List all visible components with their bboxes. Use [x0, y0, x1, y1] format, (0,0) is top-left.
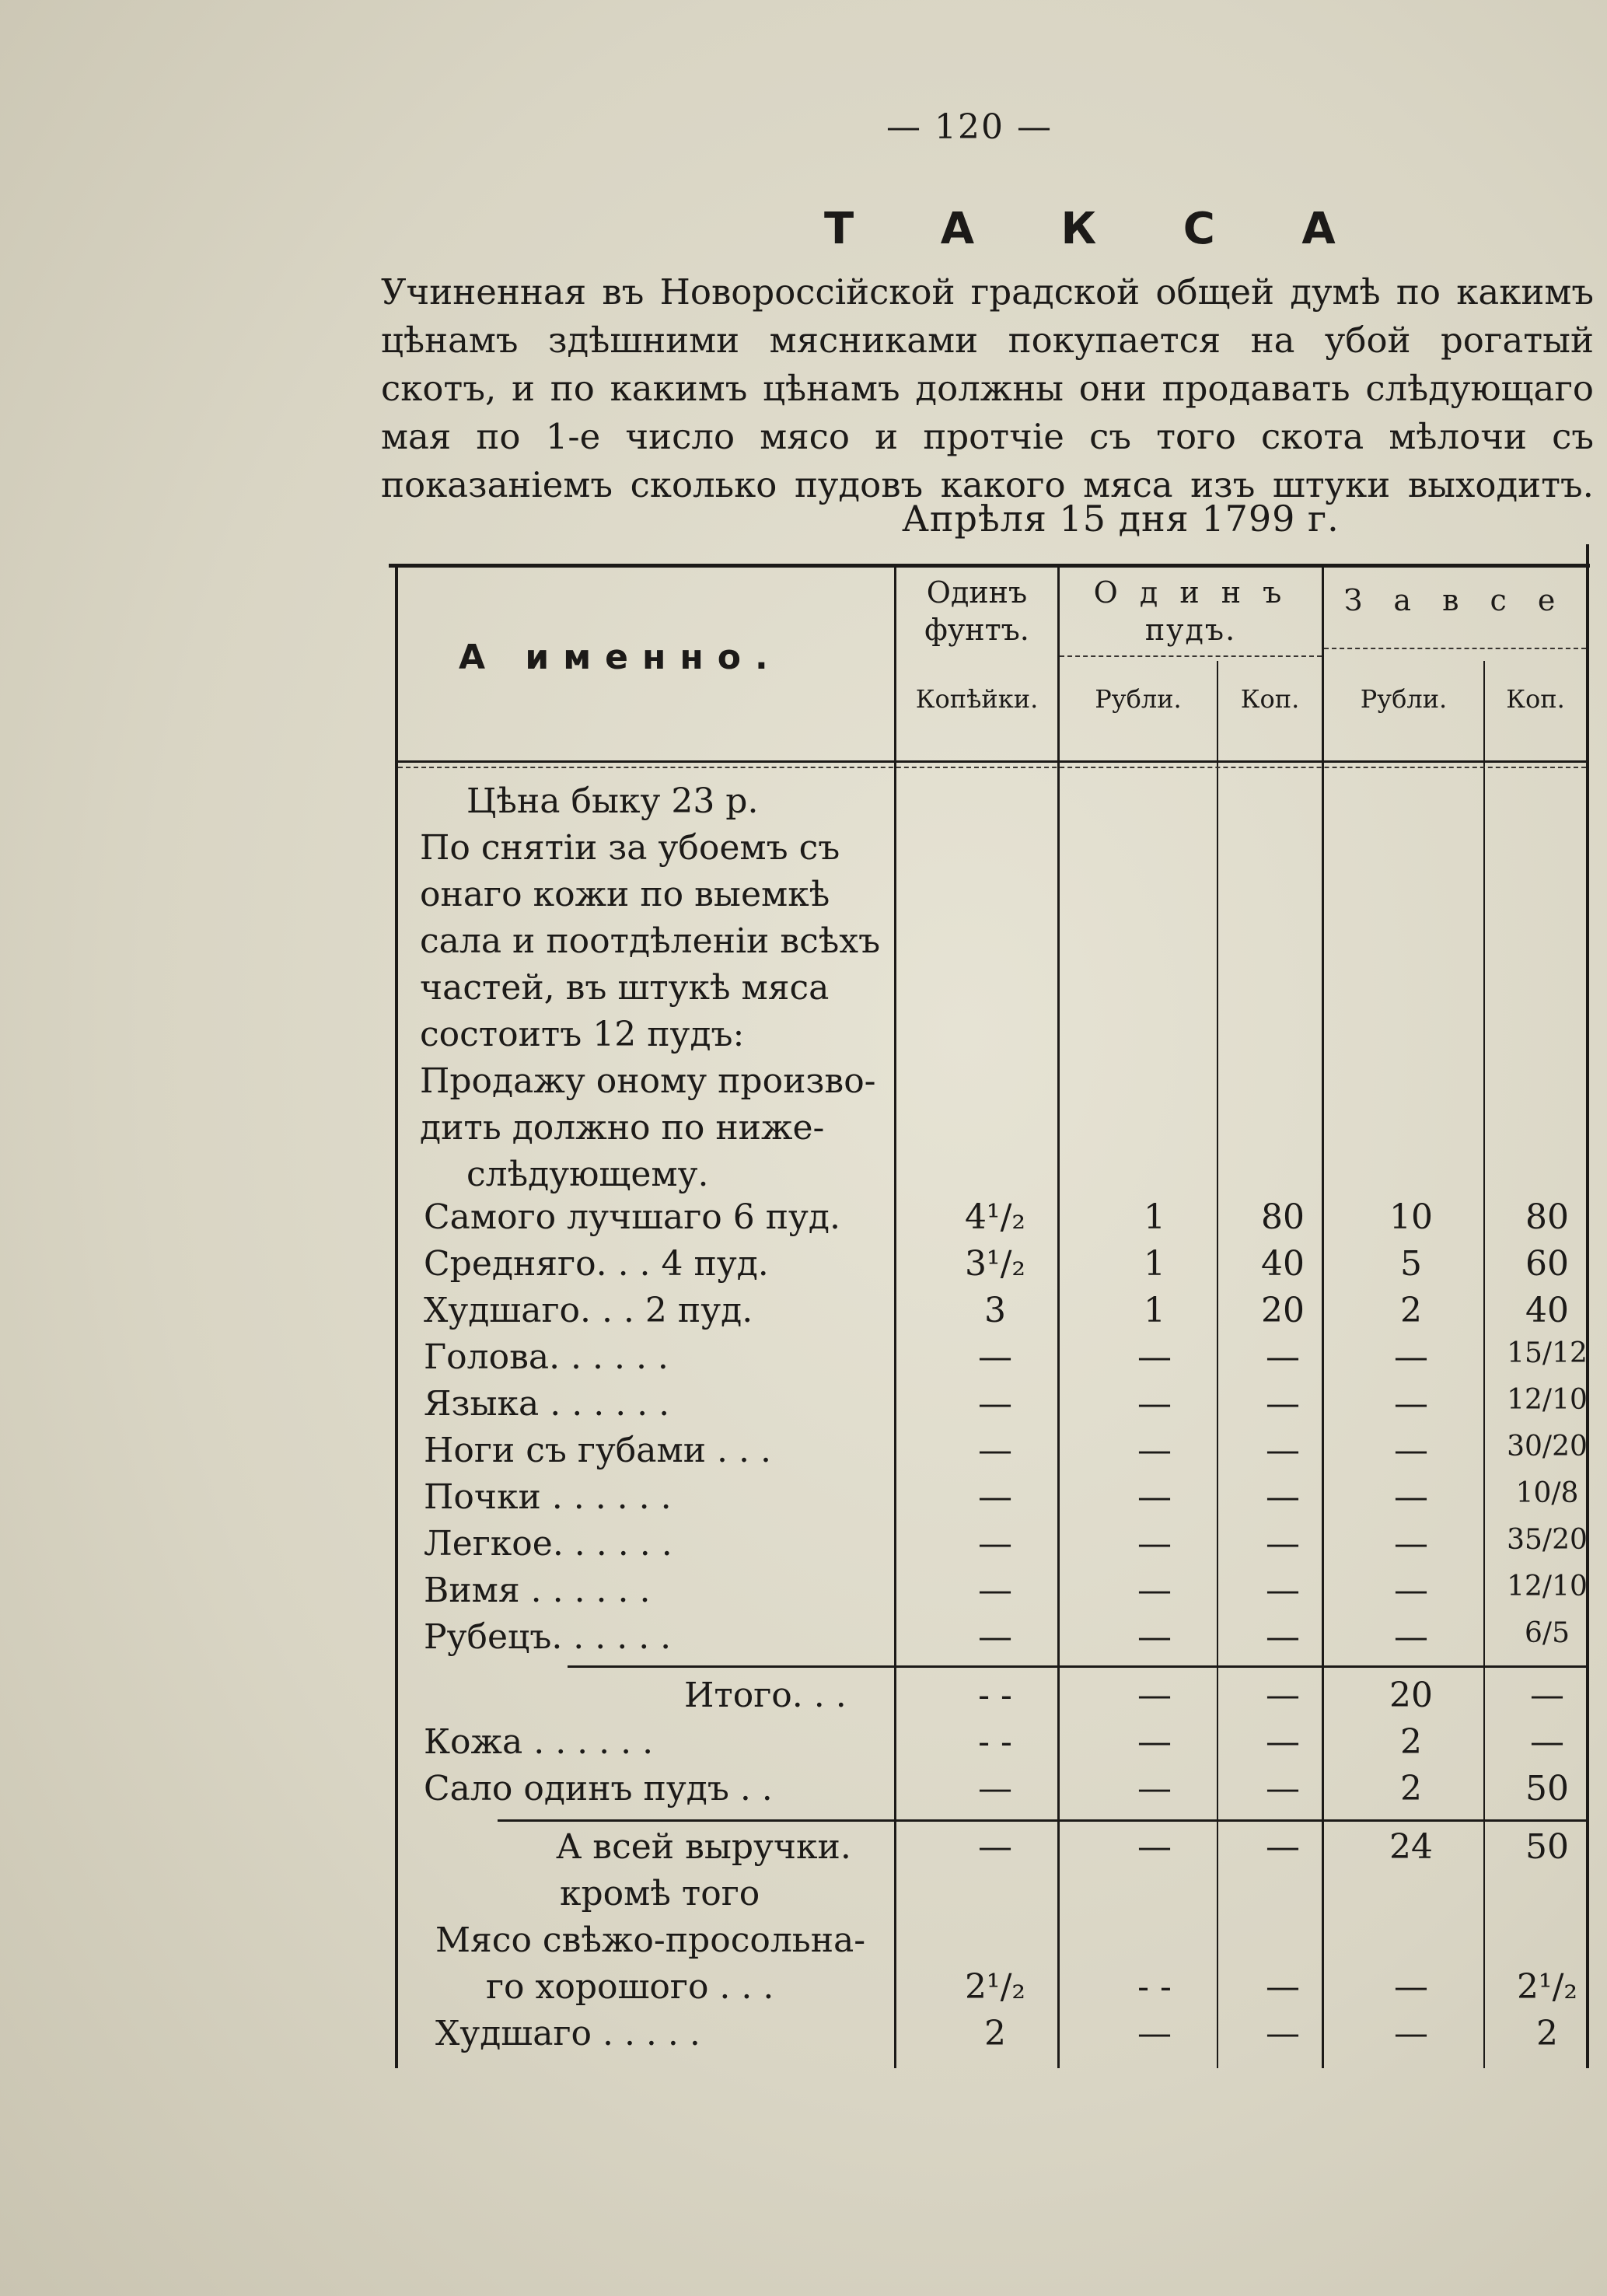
table-row	[0, 1384, 1607, 1431]
cell-kop: 40	[1261, 1244, 1305, 1284]
grand-total-label: А всей выручки.	[556, 1827, 851, 1867]
table-row	[0, 1291, 1607, 1337]
cell-all-kop: 6/5	[1525, 1617, 1570, 1649]
cell-funt: —	[978, 1524, 1012, 1564]
cell-all-kop: 30/20	[1507, 1431, 1588, 1463]
document-title: Т А К С А	[824, 204, 1371, 254]
header-text: Одинъ	[926, 575, 1028, 610]
cell-kop: 20	[1261, 1291, 1305, 1330]
cell-kop: —	[1266, 1477, 1300, 1517]
description-line: сала и поотдѣленіи всѣхъ	[420, 921, 881, 961]
subtotal-rule	[568, 1665, 1586, 1668]
table-row	[0, 1722, 1607, 1769]
header-text: фунтъ.	[924, 613, 1029, 647]
cell-kop: —	[1266, 1524, 1300, 1564]
cell-funt: —	[978, 1769, 1012, 1808]
cell-rub: —	[1137, 1431, 1172, 1470]
cell-all-kop: 35/20	[1507, 1524, 1588, 1556]
besides-label: кромѣ того	[560, 1874, 760, 1913]
cell-all-kop: 15/12	[1507, 1337, 1588, 1369]
cell-funt: 3¹/₂	[964, 1244, 1026, 1284]
column-header-funt	[896, 574, 1057, 648]
cell-all-rub: —	[1394, 2014, 1428, 2053]
row-label: Средняго. . . 4 пуд.	[424, 1244, 769, 1284]
cell-rub: —	[1137, 1384, 1172, 1424]
cell-all-rub: —	[1394, 1477, 1428, 1517]
cell-all-rub: 2	[1400, 1722, 1422, 1762]
cell-rub: —	[1137, 1337, 1172, 1377]
description-line: Цѣна быку 23 р.	[466, 781, 759, 821]
cell-all-rub: —	[1394, 1571, 1428, 1610]
cell-rub: —	[1137, 1524, 1172, 1564]
meat-label: Мясо свѣжо-просольна-	[435, 1920, 866, 1960]
page-number: — 120 —	[886, 107, 1053, 147]
cell-all-kop: 60	[1525, 1244, 1569, 1284]
header-text: О д и н ъ	[1093, 575, 1288, 610]
cell-kop: —	[1266, 1337, 1300, 1377]
cell-all-rub: 10	[1389, 1197, 1433, 1237]
description-line: Продажу оному произво-	[420, 1061, 876, 1101]
cell-funt: —	[978, 1571, 1012, 1610]
cell-all-kop: 50	[1525, 1769, 1569, 1808]
cell-all-rub: 24	[1389, 1827, 1433, 1867]
cell-all-kop: 12/10	[1507, 1571, 1588, 1602]
cell-all-kop: 80	[1525, 1197, 1569, 1237]
cell-funt: —	[978, 1431, 1012, 1470]
cell-kop: —	[1266, 1617, 1300, 1657]
table-row	[0, 2014, 1607, 2060]
cell-kop: 80	[1261, 1197, 1305, 1237]
cell-rub: —	[1137, 1477, 1172, 1517]
cell-funt: —	[978, 1617, 1012, 1657]
row-label: Рубецъ. . . . . .	[424, 1617, 672, 1657]
subheader-kopeyki: Копѣйки.	[915, 684, 1039, 714]
cell-rub: —	[1137, 1617, 1172, 1657]
cell-all-rub: 20	[1389, 1676, 1433, 1715]
subheader-kop: Коп.	[1506, 684, 1565, 714]
description-line: слѣдующему.	[466, 1155, 709, 1194]
column-header-a-imenno: А именно.	[459, 638, 782, 677]
table-row	[0, 1477, 1607, 1524]
column-header-pud	[1060, 574, 1322, 648]
cell-all-rub: —	[1394, 1617, 1428, 1657]
row-label: Худшаго. . . 2 пуд.	[424, 1291, 753, 1330]
cell-funt: —	[978, 1337, 1012, 1377]
table-row	[0, 1337, 1607, 1384]
total-label: Итого. . .	[684, 1676, 847, 1715]
cell-all-kop: —	[1530, 1676, 1564, 1715]
heading-line: показаніемъ сколько пудовъ какого мяса изъ штуки выходитъ.	[381, 464, 1594, 505]
cell-all-rub: 2	[1400, 1291, 1422, 1330]
cell-rub: - -	[1137, 1967, 1172, 2007]
row-label: Почки . . . . . .	[424, 1477, 672, 1517]
row-label: Сало одинъ пудъ . .	[424, 1769, 773, 1808]
description-line: По снятіи за убоемъ съ	[420, 828, 840, 868]
heading-line: мая по 1-е число мясо и протчіе съ того скота мѣлочи съ	[381, 416, 1594, 457]
cell-all-rub: —	[1394, 1967, 1428, 2007]
table-row-total	[0, 1676, 1607, 1722]
cell-rub: —	[1137, 1722, 1172, 1762]
cell-funt: —	[978, 1827, 1012, 1867]
cell-kop: —	[1266, 1384, 1300, 1424]
cell-kop: —	[1266, 1827, 1300, 1867]
table-row-grand-total	[0, 1827, 1607, 1874]
cell-funt: - -	[978, 1676, 1012, 1715]
cell-rub: —	[1137, 1827, 1172, 1867]
row-label: Голова. . . . . .	[424, 1337, 669, 1377]
table-row	[0, 1524, 1607, 1571]
cell-all-rub: —	[1394, 1337, 1428, 1377]
description-line: онаго кожи по выемкѣ	[420, 875, 830, 914]
row-label: Легкое. . . . . .	[424, 1524, 672, 1564]
header-rule	[1324, 648, 1586, 649]
header-bottom-rule	[398, 760, 1586, 763]
subheader-rubli: Рубли.	[1095, 684, 1182, 714]
table-row	[0, 1244, 1607, 1291]
row-label: Кожа . . . . . .	[424, 1722, 654, 1762]
cell-all-kop: 10/8	[1515, 1477, 1579, 1509]
cell-all-rub: —	[1394, 1524, 1428, 1564]
row-label: Ноги съ губами . . .	[424, 1431, 771, 1470]
cell-rub: 1	[1144, 1197, 1165, 1237]
cell-funt: —	[978, 1384, 1012, 1424]
table-top-rule	[389, 564, 1590, 568]
cell-rub: —	[1137, 1676, 1172, 1715]
cell-rub: 1	[1144, 1244, 1165, 1284]
cell-all-rub: 2	[1400, 1769, 1422, 1808]
header-rule	[1060, 655, 1322, 657]
subheader-rubli: Рубли.	[1360, 684, 1448, 714]
table-row	[0, 1769, 1607, 1815]
cell-kop: —	[1266, 2014, 1300, 2053]
heading-line: цѣнамъ здѣшними мясниками покупается на убой рогатый	[381, 320, 1594, 361]
row-label: Языка . . . . . .	[424, 1384, 670, 1424]
cell-funt: 2	[984, 2014, 1006, 2053]
cell-all-rub: —	[1394, 1384, 1428, 1424]
row-label: Худшаго . . . . .	[435, 2014, 700, 2053]
cell-kop: —	[1266, 1571, 1300, 1610]
header-text: пудъ.	[1144, 613, 1237, 647]
row-label: Вимя . . . . . .	[424, 1571, 651, 1610]
table-row	[0, 1431, 1607, 1477]
cell-rub: —	[1137, 2014, 1172, 2053]
column-header-all: З а в с е	[1343, 583, 1567, 617]
cell-all-kop: 2¹/₂	[1516, 1967, 1578, 2007]
cell-all-kop: 40	[1525, 1291, 1569, 1330]
heading-line: скотъ, и по какимъ цѣнамъ должны они продавать слѣдующаго	[381, 368, 1594, 409]
header-bottom-rule	[398, 767, 1586, 768]
row-label: го хорошого . . .	[486, 1967, 774, 2007]
cell-rub: —	[1137, 1769, 1172, 1808]
cell-funt: 2¹/₂	[964, 1967, 1026, 2007]
description-line: частей, въ штукѣ мяса	[420, 968, 830, 1008]
cell-all-kop: —	[1530, 1722, 1564, 1762]
cell-funt: 3	[984, 1291, 1006, 1330]
cell-all-rub: —	[1394, 1431, 1428, 1470]
cell-all-kop: 12/10	[1507, 1384, 1588, 1416]
description-line: состоитъ 12 пудъ:	[420, 1015, 745, 1054]
cell-kop: —	[1266, 1967, 1300, 2007]
cell-all-kop: 50	[1525, 1827, 1569, 1867]
cell-all-kop: 2	[1536, 2014, 1558, 2053]
cell-rub: —	[1137, 1571, 1172, 1610]
table-row	[0, 1197, 1607, 1244]
heading-line: Учиненная въ Новороссійской градской общей думѣ по какимъ	[381, 271, 1594, 313]
row-label: Самого лучшаго 6 пуд.	[424, 1197, 841, 1237]
description-line: дить должно по ниже-	[420, 1108, 825, 1148]
cell-kop: —	[1266, 1722, 1300, 1762]
cell-kop: —	[1266, 1431, 1300, 1470]
table-row	[0, 1617, 1607, 1664]
subheader-kop: Коп.	[1240, 684, 1300, 714]
cell-all-rub: 5	[1400, 1244, 1422, 1284]
table-row	[0, 1967, 1607, 2014]
cell-funt: - -	[978, 1722, 1012, 1762]
cell-kop: —	[1266, 1676, 1300, 1715]
cell-rub: 1	[1144, 1291, 1165, 1330]
grand-total-rule	[498, 1819, 1586, 1822]
cell-funt: —	[978, 1477, 1012, 1517]
table-row	[0, 1571, 1607, 1617]
cell-funt: 4¹/₂	[964, 1197, 1026, 1237]
cell-kop: —	[1266, 1769, 1300, 1808]
document-date: Апрѣля 15 дня 1799 г.	[902, 498, 1340, 540]
